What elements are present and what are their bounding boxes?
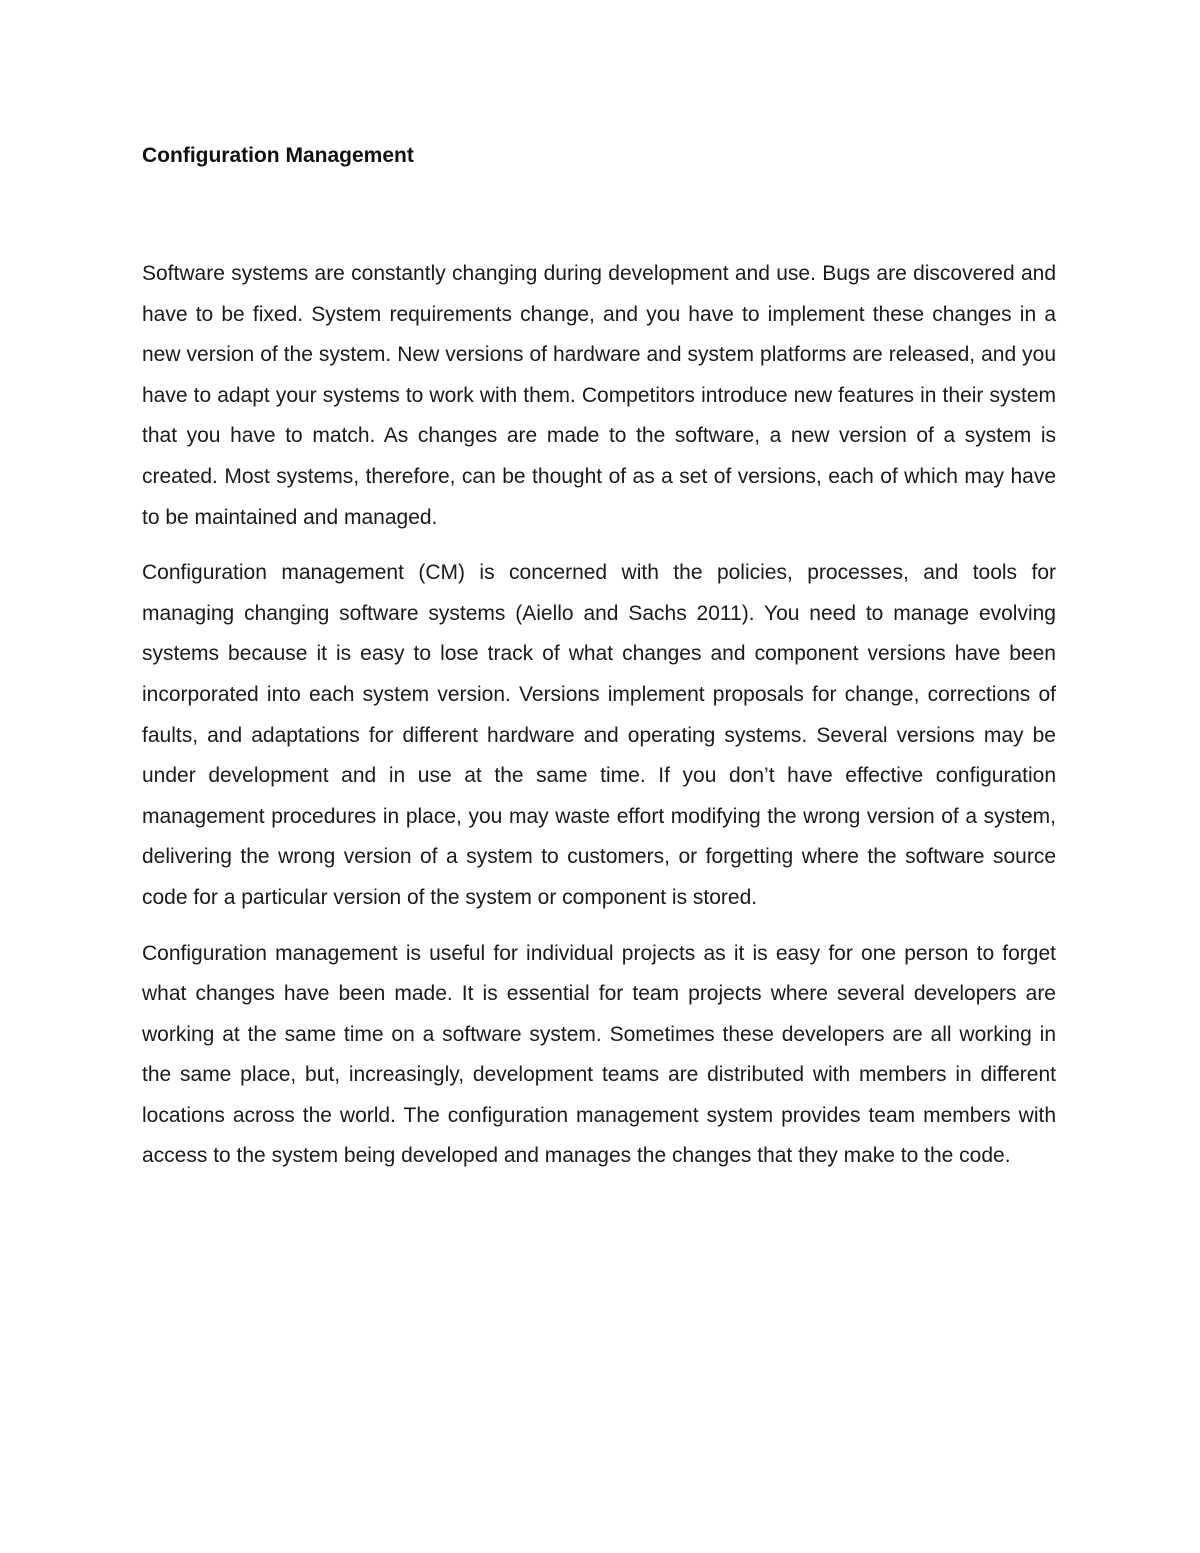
paragraph-2: Configuration management (CM) is concerned with the policies, processes, and tools for managing changing software systems (Aiello and Sachs 2011). You need to manage evolving systems because it is easy to lose track of what changes and component versions have been incorporated into each system version. Versions implement proposals for change, corrections of faults, and adaptations for different hardware and operating systems. Several versions may be under development and in use at the same time. If you don’t have effective configuration management procedures in place, you may waste effort modifying the wrong version of a system, delivering the wrong version of a system to customers, or forgetting where the software source code for a particular version of the system or component is stored. <box>142 561 1056 909</box>
document-title: Configuration Management <box>142 144 414 167</box>
document-body <box>142 141 1056 1192</box>
paragraph-1: Software systems are constantly changing during development and use. Bugs are discovered and have to be fixed. System requirements change, and you have to implement these changes in a new version of the system. New versions of hardware and system platforms are released, and you have to adapt your systems to work with them. Competitors introduce new features in their system that you have to match. As changes are made to the software, a new version of a system is created. Most systems, therefore, can be thought of as a set of versions, each of which may have to be maintained and managed. <box>142 262 1056 529</box>
paragraph-3: Configuration management is useful for individual projects as it is easy for one person to forget what changes have been made. It is essential for team projects where several developers are working at the same time on a software system. Sometimes these developers are all working in the same place, but, increasingly, development teams are distributed with members in different locations across the world. The configuration management system provides team members with access to the system being developed and manages the changes that they make to the code. <box>142 941 1056 1168</box>
